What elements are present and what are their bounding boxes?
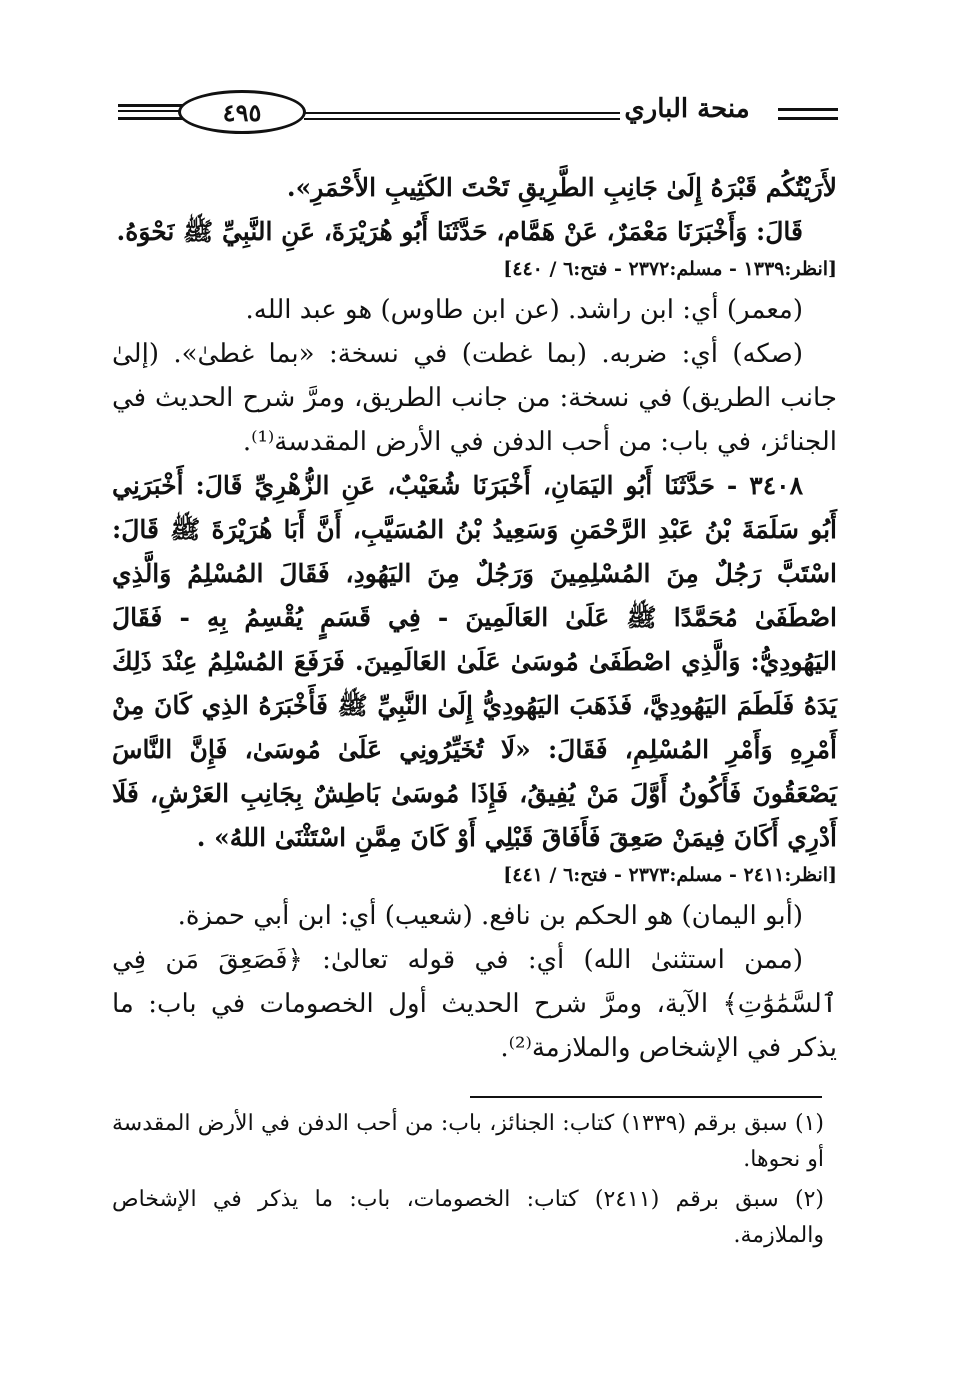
commentary-paragraph: (ممن استثنىٰ الله) أي: في قوله تعالىٰ: ﴿فَصَعِقَ مَن فِي ٱلسَّمَٰوَٰتِ﴾ الآية، ومرَّ شرح الحديث أول الخصومات في باب: ما يذكر في الإشخاص والملازمة⁽²⁾. — [112, 945, 837, 1063]
footnote-separator — [470, 1096, 822, 1098]
cross-reference: [انظر:٢٤١١ - مسلم:٢٣٧٣ - فتح:٦ / ٤٤١] — [503, 864, 837, 886]
page-number: ٤٩٥ — [178, 90, 306, 134]
hadith-chain-note: قَالَ: وَأَخْبَرَنَا مَعْمَرٌ، عَنْ هَمَّام، حَدَّثَنَا أَبُو هُرَيْرَةَ، عَنِ النَّبِيِّ ﷺ نَحْوَهُ. — [116, 217, 803, 246]
commentary-paragraph: (معمر) أي: ابن راشد. (عن ابن طاوس) هو عبد الله. — [245, 295, 803, 325]
footnote-2: (٢) سبق برقم (٢٤١١) كتاب: الخصومات، باب: ما يذكر في الإشخاص والملازمة. — [112, 1187, 824, 1248]
cross-reference: [انظر:١٣٣٩ - مسلم:٢٣٧٢ - فتح:٦ / ٤٤٠] — [503, 258, 837, 280]
hadith-continuation: لأَرَيْتُكُم قَبْرَهُ إِلَىٰ جَانِبِ الطَّرِيقِ تَحْتَ الكَثِيبِ الأَحْمَرِ». — [286, 173, 837, 202]
main-text — [112, 166, 837, 1070]
commentary-paragraph: (صكه) أي: ضربه. (بما غطت) في نسخة: «بما غطىٰ». (إلىٰ جانب الطريق) في نسخة: من جانب الطريق، ومرَّ شرح الحديث في الجنائز، في باب: من أحب الدفن في الأرض المقدسة⁽¹⁾. — [112, 339, 837, 457]
footnotes — [112, 1106, 824, 1258]
page-header — [118, 86, 838, 142]
header-rule-right — [778, 108, 838, 120]
running-title: منحة الباري — [624, 94, 750, 124]
footnote-1: (١) سبق برقم (١٣٣٩) كتاب: الجنائز، باب: من أحب الدفن في الأرض المقدسة أو نحوها. — [112, 1111, 824, 1172]
header-rule-middle — [304, 112, 620, 120]
hadith-text: ٣٤٠٨ - حَدَّثَنَا أَبُو اليَمَانِ، أَخْبَرَنَا شُعَيْبٌ، عَنِ الزُّهْرِيِّ قَالَ: أَخْبَرَنِي أَبُو سَلَمَةَ بْنُ عَبْدِ الرَّحْمَنِ وَسَعِيدُ بْنُ المُسَيَّبِ، أَنَّ أَبَا هُرَيْرَةَ ﷺ قَالَ: اسْتَبَّ رَجُلٌ مِنَ المُسْلِمِينَ وَرَجُلٌ مِنَ اليَهُودِ، فَقَالَ المُسْلِمُ وَالَّذِي اصْطَفَىٰ مُحَمَّدًا ﷺ عَلَىٰ العَالَمِينَ - فِي قَسَمٍ يُقْسِمُ بِهِ - فَقَالَ اليَهُودِيُّ: وَالَّذِي اصْطَفَىٰ مُوسَىٰ عَلَىٰ العَالَمِينَ. فَرَفَعَ المُسْلِمُ عِنْدَ ذَلِكَ يَدَهُ فَلَطَمَ اليَهُودِيَّ، فَذَهَبَ اليَهُودِيُّ إِلَىٰ النَّبِيِّ ﷺ فَأَخْبَرَهُ الذِي كَانَ مِنْ أَمْرِهِ وَأَمْرِ المُسْلِمِ، فَقَالَ: «لَا تُخَيِّرُونِي عَلَىٰ مُوسَىٰ، فَإِنَّ النَّاسَ يَصْعَقُونَ فَأَكُونُ أَوَّلَ مَنْ يُفِيقُ، فَإِذَا مُوسَىٰ بَاطِشٌ بِجَانِبِ العَرْشِ، فَلَا أَدْرِي أَكَانَ فِيمَنْ صَعِقَ فَأَفَاقَ قَبْلِي أَوْ كَانَ مِمَّنِ اسْتَثْنَىٰ اللهُ» . — [112, 471, 837, 852]
commentary-paragraph: (أبو اليمان) هو الحكم بن نافع. (شعيب) أي: ابن أبي حمزة. — [177, 901, 803, 931]
